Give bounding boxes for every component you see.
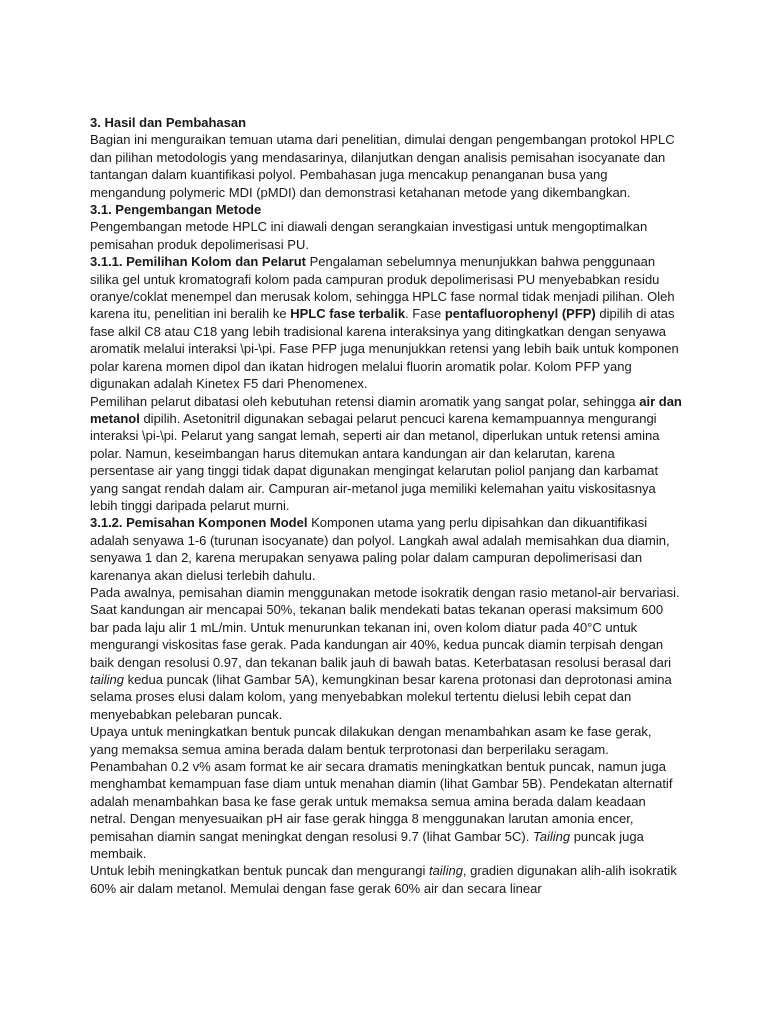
italic-term: tailing [428, 863, 463, 879]
paragraph-upaya [90, 723, 682, 862]
paragraph-3-1-2 [90, 514, 682, 584]
italic-term: tailing [90, 672, 124, 687]
text-span: Untuk lebih meningkatkan bentuk puncak dan mengurangi [90, 863, 429, 879]
section-heading-3: 3. Hasil dan Pembahasan [90, 115, 247, 130]
text-span: Pengalaman sebelumnya menunjukkan bahwa penggunaan silika gel untuk kromatografi kolom pada campuran produk depolimerisasi PU menyebabkan residu oranye/coklat menempel dan merusak kolom, sehingga HPLC fase normal tidak menjadi pilihan. Oleh karena itu, penelitian ini beralih ke [90, 254, 675, 322]
text-span: kedua puncak (lihat Gambar 5A), kemungkinan besar karena protonasi dan deprotonasi amina selama proses elusi dalam kolom, yang menyebabkan molekul tertentu dielusi lebih cepat dan menyebabkan pelebaran puncak. [90, 672, 672, 722]
subsection-heading-3-1-1: 3.1.1. Pemilihan Kolom dan Pelarut [90, 254, 307, 270]
paragraph-3-1-1 [90, 253, 682, 392]
subsection-heading-3-1-2: 3.1.2. Pemisahan Komponen Model [90, 515, 308, 531]
text-span: Pemilihan pelarut dibatasi oleh kebutuhan retensi diamin aromatik yang sangat polar, sehingga [90, 393, 640, 409]
text-span: Komponen utama yang perlu dipisahkan dan dikuantifikasi adalah senyawa 1-6 (turunan isocyanate) dan polyol. Langkah awal adalah memisahkan dua diamin, senyawa 1 dan 2, karena merupakan senyawa paling polar dalam campuran depolimerisasi dan karenanya akan dielusi terlebih dahulu. [90, 515, 670, 583]
text-span: puncak juga membaik. [90, 828, 644, 862]
document-body [90, 114, 682, 897]
text-span: Upaya untuk meningkatkan bentuk puncak dilakukan dengan menambahkan asam ke fase gerak, yang memaksa semua amina berada dalam bentuk terprotonasi dan berperilaku seragam. Penambahan 0.2 v% asam format ke air secara dramatis meningkatkan bentuk puncak, namun juga menghambat kemampuan fase diam untuk menahan diamin (lihat Gambar 5B). Pendekatan alternatif adalah menambahkan basa ke fase gerak untuk memaksa semua amina berada dalam keadaan netral. Dengan menyesuaikan pH air fase gerak hingga 8 menggunakan larutan amonia encer, pemisahan diamin sangat meningkat dengan resolusi 9.7 (lihat Gambar 5C). [90, 724, 673, 844]
paragraph-untuk [90, 862, 682, 897]
bold-term: air dan metanol [90, 393, 682, 426]
text-span: dipilih di atas fase alkil C8 atau C18 yang lebih tradisional karena interaksinya yang ditingkatkan dengan senyawa aromatik melalui interaksi \pi-\pi. Fase PFP juga menunjukkan retensi yang lebih baik untuk komponen polar karena momen dipol dan ikatan hidrogen melalui fluorin aromatik polar. Kolom PFP yang digunakan adalah Kinetex F5 dari Phenomenex. [90, 306, 679, 392]
text-span: . Fase [405, 306, 445, 322]
section-heading-3-1: 3.1. Pengembangan Metode [90, 202, 262, 218]
paragraph-pelarut [90, 393, 682, 515]
paragraph-awal [90, 584, 682, 723]
bold-term: HPLC fase terbalik [290, 306, 406, 322]
bold-term: pentafluorophenyl (PFP) [444, 306, 596, 322]
paragraph-3-1: Pengembangan metode HPLC ini diawali dengan serangkaian investigasi untuk mengoptimalkan pemisahan produk depolimerisasi PU. [90, 219, 648, 252]
text-span: dipilih. Asetonitril digunakan sebagai pelarut pencuci karena kemampuannya mengurangi interaksi \pi-\pi. Pelarut yang sangat lemah, seperti air dan metanol, diperlukan untuk retensi amina polar. Namun, keseimbangan harus ditemukan antara kandungan air dan kelarutan, karena persentase air yang tinggi tidak dapat digunakan mengingat kelarutan poliol panjang dan karbamat yang sangat rendah dalam air. Campuran air-metanol juga memiliki kelemahan yaitu viskositasnya lebih tinggi daripada pelarut murni. [90, 410, 660, 513]
text-span: Pada awalnya, pemisahan diamin menggunakan metode isokratik dengan rasio metanol-air bervariasi. Saat kandungan air mencapai 50%, tekanan balik mendekati batas tekanan operasi maksimum 600 bar pada laju alir 1 mL/min. Untuk menurunkan tekanan ini, oven kolom diatur pada 40°C untuk mengurangi viskositas fase gerak. Pada kandungan air 40%, kedua puncak diamin terpisah dengan baik dengan resolusi 0.97, dan tekanan balik jauh di bawah batas. Keterbatasan resolusi berasal dari [90, 584, 680, 670]
italic-term: Tailing [532, 828, 571, 844]
text-span: , gradien digunakan alih-alih isokratik 60% air dalam metanol. Memulai dengan fase gerak 60% air dan secara linear [90, 863, 677, 896]
paragraph-intro: Bagian ini menguraikan temuan utama dari penelitian, dimulai dengan pengembangan protokol HPLC dan pilihan metodologis yang mendasarinya, dilanjutkan dengan analisis pemisahan isocyanate dan tantangan dalam kuantifikasi polyol. Pembahasan juga mencakup penanganan busa yang mengandung polymeric MDI (pMDI) dan demonstrasi ketahanan metode yang dikembangkan. [90, 132, 675, 200]
